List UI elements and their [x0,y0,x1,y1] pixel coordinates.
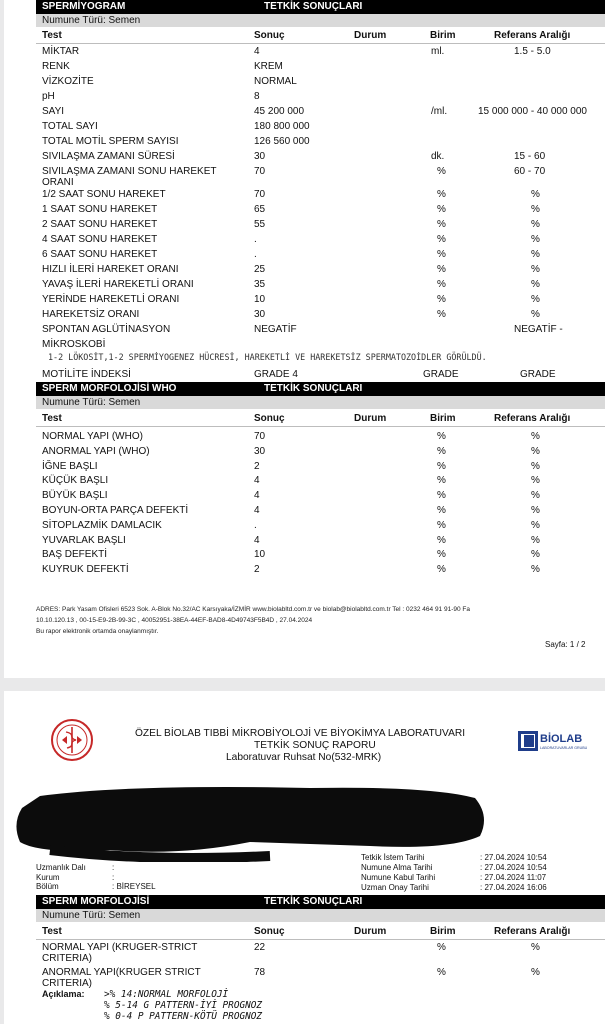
sample-type-bar [36,14,605,27]
test-result: 55 [254,219,266,230]
test-name: KUYRUK DEFEKTİ [42,564,129,576]
test-result: 8 [254,91,260,102]
test-unit: % [437,534,446,546]
test-name: KÜÇÜK BAŞLI [42,475,109,487]
test-name-cont: CRITERIA) [42,953,92,964]
info-label: Numune Kabul Tarihi [361,873,436,882]
test-unit: % [437,264,446,275]
section-header-morphology [36,895,605,909]
test-ref: % [531,431,540,442]
test-result: 2 [254,460,260,472]
test-unit: % [437,445,446,457]
test-result: . [254,249,257,260]
page-number: Sayfa: 1 / 2 [545,640,586,649]
test-result: 126 560 000 [254,136,310,147]
test-result: 4 [254,475,260,487]
test-name: TOTAL SAYI [42,121,98,132]
test-ref: % [531,249,540,260]
test-unit: % [437,219,446,230]
divider [36,43,605,44]
col-result: Sonuç [254,30,285,41]
results-title: TETKİK SONUÇLARI [264,1,363,12]
test-ref: % [531,219,540,230]
test-unit: % [437,294,446,305]
test-name: MOTİLİTE İNDEKSİ [42,369,131,380]
test-unit: % [437,942,446,953]
test-ref: 60 - 70 [514,166,546,177]
col-test: Test [42,926,62,937]
col-unit: Birim [430,413,456,424]
info-label: Uzman Onay Tarihi [361,883,429,892]
report-page-2 [4,691,605,1024]
test-name: MİKTAR [42,46,80,57]
divider [36,426,605,427]
test-ref: % [531,942,540,953]
test-result: NORMAL [254,76,297,87]
col-test: Test [42,413,62,424]
lab-license: Laboratuvar Ruhsat No(532-MRK) [226,752,382,763]
test-result: 25 [254,264,266,275]
test-name: YUVARLAK BAŞLI [42,534,126,546]
test-name: YAVAŞ İLERİ HAREKETLİ ORANI [42,279,194,290]
test-ref: % [531,490,540,502]
test-result: 10 [254,294,266,305]
test-result: NEGATİF [254,324,297,335]
test-result: 35 [254,279,266,290]
sample-type-bar [36,396,605,409]
results-title: TETKİK SONUÇLARI [264,896,363,907]
test-result: KREM [254,61,283,72]
sample-type: Numune Türü: Semen [42,910,141,921]
test-ref: NEGATİF - [514,324,563,335]
test-ref: % [531,505,540,516]
test-result: 30 [254,151,266,162]
test-result: 2 [254,564,260,576]
info-value: : 27.04.2024 10:54 [480,863,547,872]
results-title: TETKİK SONUÇLARI [264,383,363,394]
col-result: Sonuç [254,926,285,937]
test-result: . [254,234,257,245]
test-name: SİTOPLAZMİK DAMLACIK [42,519,162,531]
col-unit: Birim [430,30,456,41]
col-ref: Referans Aralığı [494,30,571,41]
test-unit: % [437,279,446,290]
test-unit: % [437,309,446,320]
info-value: : BİREYSEL [112,882,156,891]
test-unit: % [437,460,446,472]
note-line: >% 14:NORMAL MORFOLOJİ [104,989,229,1000]
test-ref: % [531,189,540,200]
test-name: NORMAL YAPI (KRUGER-STRICT [42,942,198,953]
test-unit: % [437,204,446,215]
col-ref: Referans Aralığı [494,413,571,424]
test-result: 45 200 000 [254,106,305,117]
note-line: % 5-14 G PATTERN-İYİ PROGNOZ [104,1000,263,1011]
report-title: TETKİK SONUÇ RAPORU [254,740,376,751]
test-name: YERİNDE HAREKETLİ ORANI [42,294,180,305]
test-name: BÜYÜK BAŞLI [42,490,108,502]
test-result: 10 [254,549,266,561]
info-label: Bölüm [36,882,59,891]
test-result: 180 800 000 [254,121,310,132]
lab-name: ÖZEL BİOLAB TIBBİ MİKROBİYOLOJİ VE BİYOKİMYA LABORATUVARI [135,728,466,739]
logo-mark-inner-icon [524,735,534,747]
test-ref: % [531,564,540,576]
test-unit: % [437,490,446,502]
info-value: : 27.04.2024 11:07 [480,873,547,882]
test-name: 1/2 SAAT SONU HAREKET [42,189,166,200]
test-result: 70 [254,189,266,200]
test-unit: % [437,505,446,516]
test-name: VİZKOZİTE [42,76,94,87]
section-title: SPERMİYOGRAM [42,1,126,12]
test-ref: % [531,460,540,472]
test-name: SAYI [42,106,65,117]
info-label: Kurum [36,872,60,882]
test-name-cont: ORANI [42,177,74,188]
test-ref: % [531,534,540,546]
test-unit: % [437,431,446,442]
biolab-logo [518,731,598,755]
info-value: : [112,872,115,882]
test-ref: % [531,309,540,320]
test-result: 4 [254,490,260,502]
test-ref: 15 000 000 - 40 000 000 [478,106,587,117]
logo-subtext: LABORATUVARLAR GRUBU [540,746,588,750]
note-label: Açıklama: [42,989,85,999]
test-unit: GRADE [423,369,459,380]
report-page-1 [4,0,605,678]
test-name: TOTAL MOTİL SPERM SAYISI [42,136,179,147]
test-name: 4 SAAT SONU HAREKET [42,234,158,245]
section-header-morphology-who [36,382,605,396]
test-name: RENK [42,61,70,72]
test-result: . [254,519,257,531]
test-result: 4 [254,46,260,57]
test-ref: % [531,967,540,978]
footer-address: ADRES: Park Yasam Ofisleri 6523 Sok. A-Blok No.32/AC Karsıyaka/İZMİR www.biolabltd.com.tr ve biolab@biolabltd.com.tr Tel : 0232 464 91 91-90 Fa [36,606,470,613]
col-ref: Referans Aralığı [494,926,571,937]
info-value: : [112,863,115,872]
test-name: MİKROSKOBİ [42,339,106,350]
test-unit: /ml. [431,106,448,117]
divider [36,939,605,940]
test-name: ANORMAL YAPI(KRUGER STRICT [42,967,201,978]
note-line: % 0-4 P PATTERN-KÖTÜ PROGNOZ [104,1011,263,1022]
info-label: Numune Alma Tarihi [361,863,433,872]
test-result: 70 [254,431,266,442]
col-status: Durum [354,413,387,424]
test-name: HIZLI İLERİ HAREKET ORANI [42,264,179,275]
section-header-spermiyogram [36,0,605,14]
test-ref: 15 - 60 [514,151,546,162]
test-name: BOYUN-ORTA PARÇA DEFEKTİ [42,505,189,516]
test-result: 65 [254,204,266,215]
test-ref: % [531,234,540,245]
footer-electronic: Bu rapor elektronik ortamda onaylanmıştır. [36,628,159,635]
col-test: Test [42,30,62,41]
test-result: GRADE 4 [254,369,298,380]
section-title: SPERM MORFOLOJİSİ [42,896,150,907]
test-name: SIVILAŞMA ZAMANI SONU HAREKET [42,166,217,177]
test-unit: % [437,189,446,200]
test-name: 1 SAAT SONU HAREKET [42,204,158,215]
test-name: SIVILAŞMA ZAMANI SÜRESİ [42,151,175,162]
test-ref: % [531,475,540,487]
info-value: : 27.04.2024 16:06 [480,883,547,892]
test-name: BAŞ DEFEKTİ [42,549,108,561]
test-ref: % [531,264,540,275]
health-ministry-emblem-icon [50,718,94,762]
info-label: Tetkik İstem Tarihi [361,853,425,862]
test-unit: dk. [431,151,445,162]
test-name: İĞNE BAŞLI [42,460,98,472]
section-title: SPERM MORFOLOJİSİ WHO [42,383,177,394]
test-unit: % [437,475,446,487]
test-ref: % [531,445,540,457]
test-name-cont: CRITERIA) [42,978,92,989]
test-unit: ml. [431,46,445,57]
sample-type: Numune Türü: Semen [42,15,141,26]
test-result: 78 [254,967,266,978]
test-unit: % [437,166,446,177]
test-result: 30 [254,445,266,457]
test-name: pH [42,91,55,102]
test-unit: % [437,519,446,531]
test-result: 4 [254,505,260,516]
test-name: ANORMAL YAPI (WHO) [42,445,150,457]
test-unit: % [437,967,446,978]
test-name: SPONTAN AGLÜTİNASYON [42,324,171,335]
test-ref: % [531,549,540,561]
test-unit: % [437,549,446,561]
test-name: HAREKETSİZ ORANI [42,309,140,320]
logo-text: BİOLAB [540,733,583,745]
test-ref: 1.5 - 5.0 [514,46,551,57]
test-unit: % [437,564,446,576]
test-unit: % [437,234,446,245]
test-ref: % [531,279,540,290]
col-status: Durum [354,926,387,937]
footer-ids: 10.10.120.13 , 00-15-E9-2B-99-3C , 40052951-38EA-44EF-BAD8-4D49743F5B4D , 27.04.2024 [36,617,313,624]
test-ref: % [531,204,540,215]
sample-type-bar [36,909,605,922]
info-value: : 27.04.2024 10:54 [480,853,547,862]
test-result: 30 [254,309,266,320]
test-name: 6 SAAT SONU HAREKET [42,249,158,260]
test-name: 2 SAAT SONU HAREKET [42,219,158,230]
test-result: 4 [254,534,260,546]
col-status: Durum [354,30,387,41]
col-unit: Birim [430,926,456,937]
microscopy-note: 1-2 LÖKOSİT,1-2 SPERMİYOGENEZ HÜCRESİ, HAREKETLİ VE HAREKETSİZ SPERMATOZOİDLER GÖRÜLDÜ. [48,352,487,362]
sample-type: Numune Türü: Semen [42,397,141,408]
col-result: Sonuç [254,413,285,424]
test-result: 22 [254,942,266,953]
test-ref: GRADE [520,369,556,380]
test-result: 70 [254,166,266,177]
test-ref: % [531,519,540,531]
test-ref: % [531,294,540,305]
test-unit: % [437,249,446,260]
test-name: NORMAL YAPI (WHO) [42,431,143,442]
redaction-mark [10,776,490,862]
info-label: Uzmanlık Dalı [36,863,86,872]
